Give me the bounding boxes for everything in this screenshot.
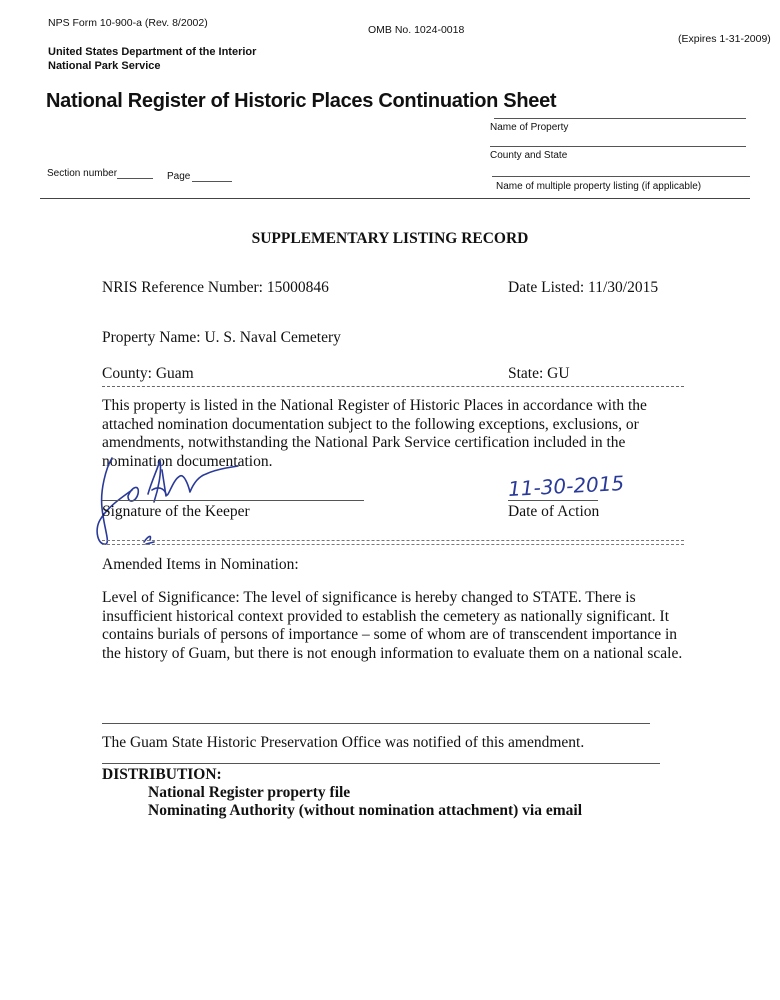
listing-statement: This property is listed in the National Register of Historic Places in accordance with the attached nomination documentation subject to the following exceptions, exclusions, or amendments, notwithstanding the National Park Service certification included in the nomination documentation. bbox=[102, 397, 647, 470]
date-of-action-line bbox=[508, 500, 598, 501]
county-state-label: County and State bbox=[490, 150, 568, 161]
date-of-action-label: Date of Action bbox=[508, 503, 600, 520]
multiple-listing-line bbox=[492, 176, 750, 177]
signature-line bbox=[102, 500, 364, 501]
distribution-item: National Register property file bbox=[148, 784, 351, 801]
significance-paragraph: Level of Significance: The level of significance is hereby changed to STATE. There is insufficient historical context provided to establish the cemetery as nationally significant. It contains burials of persons of importance – some of whom are of transcendent importance in the history of Guam, but there is not enough information to evaluate them on a national scale. bbox=[102, 589, 683, 662]
section-number-label: Section number bbox=[47, 168, 118, 179]
state: State: GU bbox=[508, 365, 570, 382]
county-state-line bbox=[490, 146, 746, 147]
multiple-listing-label: Name of multiple property listing (if applicable) bbox=[496, 181, 702, 192]
name-of-property-label: Name of Property bbox=[490, 122, 569, 133]
distribution-label: DISTRIBUTION: bbox=[102, 766, 222, 783]
county: County: Guam bbox=[102, 365, 194, 382]
notification-bottom-line bbox=[102, 763, 660, 764]
record-heading: SUPPLEMENTARY LISTING RECORD bbox=[251, 230, 529, 247]
date-of-action-handwritten: 11-30-2015 bbox=[507, 470, 625, 502]
double-divider bbox=[102, 540, 684, 545]
agency-name: National Park Service bbox=[48, 60, 161, 72]
amended-items-label: Amended Items in Nomination: bbox=[102, 556, 299, 573]
shpo-notification: The Guam State Historic Preservation Office was notified of this amendment. bbox=[102, 734, 585, 751]
form-title: National Register of Historic Places Continuation Sheet bbox=[46, 90, 557, 112]
dashed-divider bbox=[102, 386, 684, 387]
form-number: NPS Form 10-900-a (Rev. 8/2002) bbox=[48, 17, 208, 29]
nris-reference: NRIS Reference Number: 15000846 bbox=[102, 279, 329, 296]
header-divider bbox=[40, 198, 750, 199]
distribution-item: Nominating Authority (without nomination attachment) via email bbox=[148, 802, 582, 819]
page-line bbox=[192, 181, 232, 182]
name-of-property-line bbox=[494, 118, 746, 119]
department-name: United States Department of the Interior bbox=[48, 46, 257, 58]
expiration-date: (Expires 1-31-2009) bbox=[678, 33, 771, 45]
page-label: Page bbox=[167, 171, 191, 182]
property-name: Property Name: U. S. Naval Cemetery bbox=[102, 329, 341, 346]
omb-number: OMB No. 1024-0018 bbox=[368, 24, 465, 36]
section-number-line bbox=[117, 178, 153, 179]
notification-top-line bbox=[102, 723, 650, 724]
signature-label: Signature of the Keeper bbox=[102, 503, 250, 520]
date-listed: Date Listed: 11/30/2015 bbox=[508, 279, 659, 296]
agency-block bbox=[48, 45, 256, 73]
